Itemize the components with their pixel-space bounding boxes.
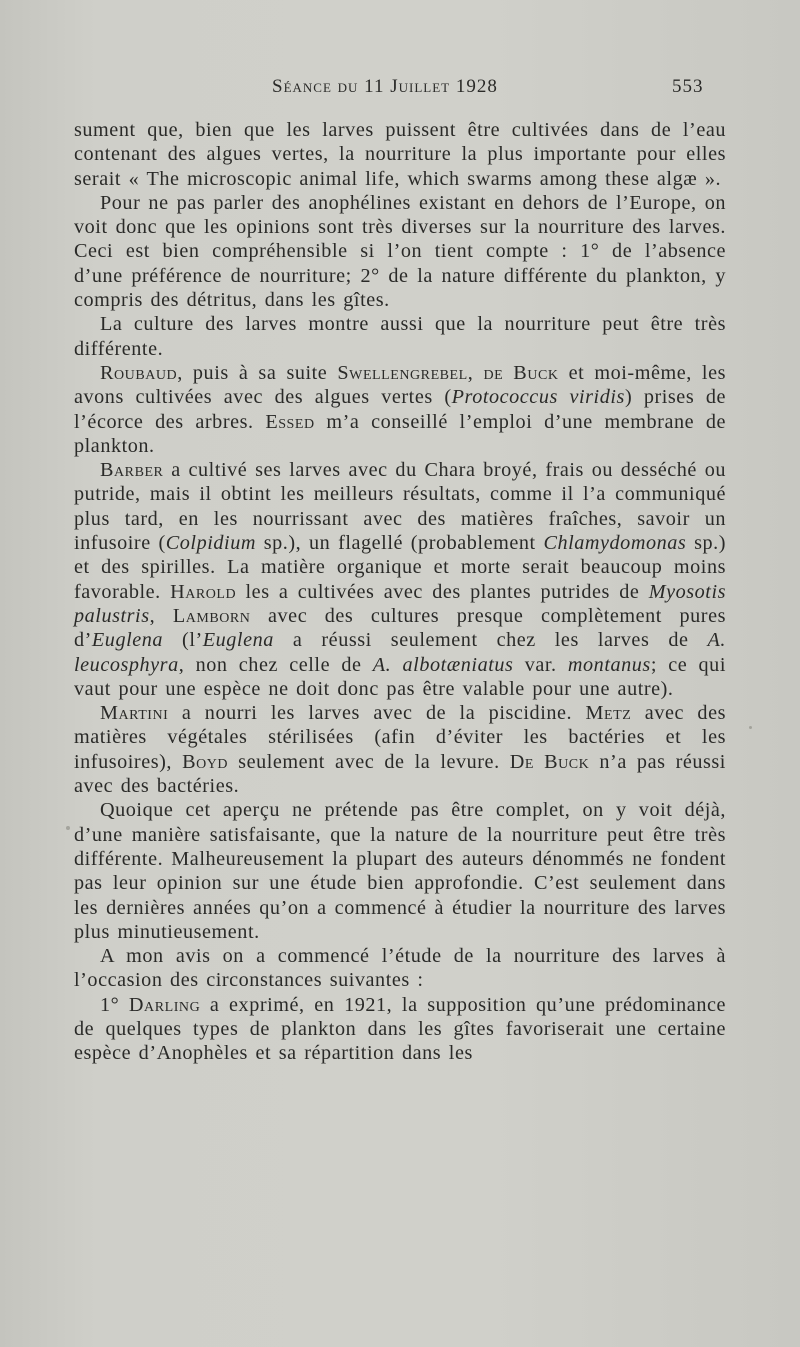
page-number: 553 bbox=[672, 76, 704, 97]
text-run: (l’ bbox=[163, 629, 203, 652]
italic-term: Euglena bbox=[202, 629, 274, 652]
running-header bbox=[0, 76, 800, 106]
italic-term: montanus bbox=[567, 653, 651, 676]
author-name: De Buck bbox=[509, 750, 590, 773]
text-run: a exprimé, en 1921, la supposition qu’une prédominance de quelques types de plankton dans les gîtes favoriserait une certaine espèce d’Anophèles et sa répartition dans les bbox=[74, 993, 726, 1065]
print-speck bbox=[749, 726, 752, 729]
text-run: , bbox=[149, 604, 173, 627]
text-run: ; ce qui vaut pour une espèce ne doit donc pas être valable pour une autre). bbox=[74, 653, 726, 700]
text-run: et moi-même, les avons cultivées avec des algues vertes ( bbox=[74, 361, 726, 409]
paragraph bbox=[74, 458, 726, 701]
author-name: Lamborn bbox=[172, 604, 251, 627]
text-run: sp.), un flagellé (probablement bbox=[255, 532, 544, 555]
text-run: avec des matières végétales stérilisées (afin d’éviter les bactéries et les infusoires), bbox=[74, 702, 726, 773]
text-run: avec des cultures presque complètement pures d’ bbox=[74, 604, 726, 652]
author-name: Martini bbox=[100, 702, 169, 725]
paragraph bbox=[74, 312, 726, 361]
author-name: Boyd bbox=[182, 750, 229, 773]
text-run: La culture des larves montre aussi que la nourriture peut être très différente. bbox=[74, 313, 726, 360]
print-speck bbox=[66, 826, 70, 830]
italic-term: Euglena bbox=[91, 629, 164, 652]
text-run: m’a conseillé l’emploi d’une membrane de plankton. bbox=[74, 410, 726, 457]
text-run: Pour ne pas parler des anophélines existant en dehors de l’Europe, on voit donc que les opinions sont très diverses sur la nourriture des larves. Ceci est bien compréhensible si l’on tient compte : 1° de l’absence d’une préférence de nourriture; 2° de la nature différente du plankton, y compris des détritus, dans les gîtes. bbox=[74, 191, 726, 312]
italic-term: Protococcus viridis bbox=[451, 386, 625, 409]
text-run: a réussi seulement chez les larves de bbox=[273, 629, 708, 652]
paragraph bbox=[74, 798, 726, 944]
text-run: sument que, bien que les larves puissent être cultivées dans de l’eau contenant des algues vertes, la nourriture la plus importante pour elles serait « The microscopic animal life, which swarms among these algæ ». bbox=[74, 119, 726, 190]
header-title: Séance du 11 Juillet 1928 bbox=[272, 76, 498, 97]
italic-term: A. albotæniatus bbox=[372, 653, 514, 676]
paragraph bbox=[74, 118, 726, 191]
author-name: Darling bbox=[128, 993, 201, 1016]
text-run: var. bbox=[513, 653, 568, 676]
author-name: Harold bbox=[170, 580, 237, 603]
paragraph bbox=[74, 191, 726, 312]
author-name: Essed bbox=[265, 410, 315, 433]
text-run: les a cultivées avec des plantes putrides de bbox=[236, 580, 649, 603]
text-run: 1° bbox=[100, 993, 129, 1016]
paragraph bbox=[74, 944, 726, 993]
text-run: , puis à sa suite bbox=[177, 361, 338, 384]
author-name: de Buck bbox=[483, 361, 559, 384]
author-name: Roubaud bbox=[100, 361, 178, 384]
author-name: Barber bbox=[100, 459, 164, 482]
text-run: Quoique cet aperçu ne prétende pas être complet, on y voit déjà, d’une manière satisfaisante, que la nature de la nourriture peut être très différente. Malheureusement la plupart des auteurs dénommés ne fondent pas leur opinion sur une étude bien approfondie. C’est seulement dans les dernières années qu’on a commencé à étudier la nourriture des larves plus minutieusement. bbox=[74, 799, 726, 943]
text-run: A mon avis on a commencé l’étude de la nourriture des larves à l’occasion des circonstances suivantes : bbox=[74, 945, 726, 992]
italic-term: Chlamydomonas bbox=[543, 532, 687, 555]
author-name: Swellengrebel bbox=[337, 361, 468, 384]
italic-term: Colpidium bbox=[165, 532, 256, 555]
paragraph bbox=[74, 993, 726, 1066]
text-run: sp.) et des spirilles. La matière organique et morte serait beaucoup moins favorable. bbox=[74, 532, 726, 603]
text-run: a nourri les larves avec de la piscidine. bbox=[168, 702, 586, 725]
text-run: ) prises de l’écorce des arbres. bbox=[74, 386, 727, 433]
paragraph bbox=[74, 361, 726, 458]
text-run: , non chez celle de bbox=[178, 653, 373, 676]
italic-term: A. leucosphyra bbox=[74, 629, 726, 676]
author-name: Metz bbox=[585, 702, 632, 725]
body-text bbox=[74, 118, 726, 1066]
text-run: , bbox=[467, 361, 484, 384]
text-run: seulement avec de la levure. bbox=[228, 750, 510, 773]
text-run: n’a pas réussi avec des bactéries. bbox=[74, 750, 726, 798]
paragraph bbox=[74, 701, 726, 798]
italic-term: Myosotis palustris bbox=[74, 580, 727, 627]
text-run: a cultivé ses larves avec du Chara broyé, frais ou desséché ou putride, mais il obtint les meilleurs résultats, comme il l’a communiqué plus tard, en les nourrissant avec des matières fraîches, savoir un infusoire ( bbox=[74, 459, 726, 555]
